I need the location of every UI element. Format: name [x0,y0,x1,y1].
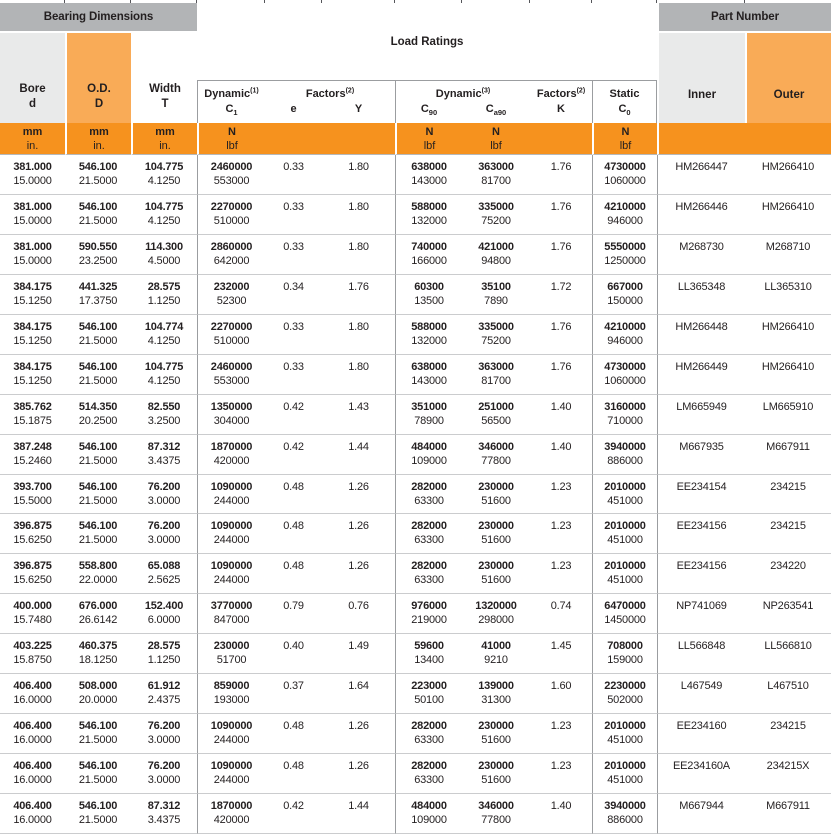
units-bore: mm in. [0,123,65,155]
cell-ca90: 35100 7890 [462,275,530,315]
factors-k-label: Factors$^{(2)}$ [536,87,586,100]
cell-width: 76.200 3.0000 [131,475,197,515]
cell-ca90: 230000 51600 [462,714,530,754]
cell-bore: 384.175 15.1250 [0,275,65,315]
cell-bore: 384.175 15.1250 [0,355,65,395]
cell-part-inner: M667944 [657,794,745,834]
cell-c0: 4730000 1060000 [592,155,657,195]
column-tick [592,0,657,3]
cell-factor-k: 1.76 [530,155,592,195]
c90-symbol: $C_{90}$ [420,103,438,118]
units-spacer-part-numbers [657,123,831,155]
cell-width: 104.774 4.1250 [131,315,197,355]
cell-part-outer: HM266410 [745,195,831,235]
cell-c1: 2460000 553000 [197,155,265,195]
cell-width: 87.312 3.4375 [131,435,197,475]
cell-c90: 588000 132000 [395,195,462,235]
cell-factor-y: 1.76 [322,275,395,315]
cell-c0: 3940000 886000 [592,435,657,475]
cell-factor-e: 0.42 [265,435,322,475]
cell-factor-e: 0.48 [265,514,322,554]
column-header-outer [745,33,831,123]
cell-factor-e: 0.33 [265,235,322,275]
cell-width: 76.200 3.0000 [131,754,197,794]
cell-part-outer: NP263541 [745,594,831,634]
column-header-bore [0,33,65,123]
cell-part-outer: LM665910 [745,395,831,435]
cell-factor-e: 0.33 [265,355,322,395]
factors-ey-label: Factors$^{(2)}$ [305,87,355,100]
cell-width: 61.912 2.4375 [131,674,197,714]
cell-od: 590.550 23.2500 [65,235,131,275]
cell-width: 104.775 4.1250 [131,355,197,395]
cell-c90: 976000 219000 [395,594,462,634]
cell-factor-e: 0.42 [265,794,322,834]
cell-part-inner: M667935 [657,435,745,475]
cell-factor-k: 0.74 [530,594,592,634]
cell-c90: 638000 143000 [395,355,462,395]
cell-factor-y: 1.43 [322,395,395,435]
cell-factor-k: 1.40 [530,435,592,475]
cell-c0: 3940000 886000 [592,794,657,834]
cell-part-outer: M667911 [745,794,831,834]
bearing-dimensions-header: Bearing Dimensions [0,3,197,33]
y-symbol: Y [354,103,363,115]
k-symbol: K [557,103,565,115]
cell-factor-k: 1.23 [530,754,592,794]
cell-part-outer: 234215 [745,714,831,754]
cell-part-outer: M667911 [745,435,831,475]
cell-c1: 1870000 420000 [197,794,265,834]
cell-c1: 1090000 244000 [197,754,265,794]
cell-c0: 2010000 451000 [592,514,657,554]
cell-factor-k: 1.23 [530,554,592,594]
cell-c0: 4210000 946000 [592,195,657,235]
cell-c0: 2230000 502000 [592,674,657,714]
cell-bore: 403.225 15.8750 [0,634,65,674]
cell-factor-e: 0.48 [265,714,322,754]
units-spacer-k [530,123,592,155]
cell-c90: 484000 109000 [395,435,462,475]
column-tick [530,0,592,3]
cell-od: 676.000 26.6142 [65,594,131,634]
cell-factor-k: 1.60 [530,674,592,714]
cell-ca90: 230000 51600 [462,514,530,554]
cell-od: 546.100 21.5000 [65,155,131,195]
cell-part-inner: EE234156 [657,554,745,594]
cell-c0: 6470000 1450000 [592,594,657,634]
cell-factor-k: 1.23 [530,475,592,515]
cell-od: 441.325 17.3750 [65,275,131,315]
cell-c90: 59600 13400 [395,634,462,674]
units-ca90: N lbf [462,123,530,155]
c1-symbol: $C_1$ [225,103,238,118]
cell-c90: 223000 50100 [395,674,462,714]
cell-ca90: 230000 51600 [462,754,530,794]
units-width: mm in. [131,123,197,155]
column-tick [65,0,131,3]
cell-c1: 1090000 244000 [197,475,265,515]
column-tick [395,0,462,3]
cell-c0: 2010000 451000 [592,754,657,794]
cell-bore: 406.400 16.0000 [0,754,65,794]
cell-width: 114.300 4.5000 [131,235,197,275]
cell-part-outer: HM266410 [745,315,831,355]
cell-width: 28.575 1.1250 [131,634,197,674]
cell-ca90: 230000 51600 [462,475,530,515]
cell-ca90: 346000 77800 [462,435,530,475]
cell-bore: 384.175 15.1250 [0,315,65,355]
column-header-width [131,33,197,123]
cell-bore: 406.400 16.0000 [0,794,65,834]
column-tick [657,0,745,3]
cell-bore: 385.762 15.1875 [0,395,65,435]
cell-factor-k: 1.76 [530,195,592,235]
cell-c1: 859000 193000 [197,674,265,714]
cell-c90: 351000 78900 [395,395,462,435]
cell-od: 514.350 20.2500 [65,395,131,435]
cell-c90: 282000 63300 [395,554,462,594]
cell-od: 546.100 21.5000 [65,714,131,754]
cell-bore: 387.248 15.2460 [0,435,65,475]
cell-factor-e: 0.33 [265,315,322,355]
cell-bore: 396.875 15.6250 [0,514,65,554]
cell-factor-k: 1.76 [530,235,592,275]
cell-part-outer: LL566810 [745,634,831,674]
cell-c90: 588000 132000 [395,315,462,355]
units-c90: N lbf [395,123,462,155]
subheader-dynamic3-factors [395,80,592,123]
column-tick [265,0,322,3]
cell-factor-y: 1.80 [322,355,395,395]
cell-c1: 2270000 510000 [197,195,265,235]
cell-od: 546.100 21.5000 [65,195,131,235]
cell-c1: 2860000 642000 [197,235,265,275]
cell-ca90: 335000 75200 [462,315,530,355]
cell-ca90: 1320000 298000 [462,594,530,634]
load-ratings-header: Load Ratings [197,3,657,80]
cell-factor-y: 1.44 [322,435,395,475]
cell-part-inner: M268730 [657,235,745,275]
cell-part-inner: LL566848 [657,634,745,674]
cell-bore: 406.400 16.0000 [0,674,65,714]
column-tick [197,0,265,3]
cell-width: 82.550 3.2500 [131,395,197,435]
cell-od: 460.375 18.1250 [65,634,131,674]
cell-ca90: 139000 31300 [462,674,530,714]
cell-factor-e: 0.33 [265,155,322,195]
cell-part-inner: EE234154 [657,475,745,515]
cell-factor-k: 1.23 [530,514,592,554]
cell-bore: 396.875 15.6250 [0,554,65,594]
cell-c1: 230000 51700 [197,634,265,674]
cell-width: 76.200 3.0000 [131,514,197,554]
cell-c0: 2010000 451000 [592,554,657,594]
cell-c90: 484000 109000 [395,794,462,834]
cell-factor-e: 0.37 [265,674,322,714]
bore-symbol: d [28,98,37,110]
units-od: mm in. [65,123,131,155]
width-symbol: T [161,98,169,110]
units-spacer-factors-ey [265,123,395,155]
units-c1: N lbf [197,123,265,155]
cell-c0: 667000 150000 [592,275,657,315]
outer-label: Outer [773,89,805,101]
cell-factor-y: 1.26 [322,554,395,594]
cell-c1: 1870000 420000 [197,435,265,475]
cell-part-inner: L467549 [657,674,745,714]
cell-part-inner: EE234160A [657,754,745,794]
cell-factor-e: 0.33 [265,195,322,235]
cell-factor-k: 1.76 [530,355,592,395]
cell-part-outer: 234215 [745,475,831,515]
od-symbol: D [94,98,104,110]
cell-part-outer: LL365310 [745,275,831,315]
cell-factor-k: 1.72 [530,275,592,315]
cell-od: 546.100 21.5000 [65,794,131,834]
column-tick [322,0,395,3]
cell-c90: 60300 13500 [395,275,462,315]
od-label: O.D. [87,83,111,95]
cell-factor-y: 1.80 [322,235,395,275]
cell-part-inner: HM266448 [657,315,745,355]
cell-ca90: 363000 81700 [462,355,530,395]
cell-part-inner: EE234160 [657,714,745,754]
width-label: Width [149,83,181,95]
cell-od: 546.100 21.5000 [65,475,131,515]
cell-c90: 740000 166000 [395,235,462,275]
cell-part-outer: M268710 [745,235,831,275]
cell-bore: 381.000 15.0000 [0,155,65,195]
cell-factor-k: 1.40 [530,794,592,834]
cell-part-outer: HM266410 [745,355,831,395]
cell-part-outer: 234220 [745,554,831,594]
column-tick [0,0,65,3]
cell-c0: 708000 159000 [592,634,657,674]
cell-part-inner: HM266447 [657,155,745,195]
cell-c0: 4730000 1060000 [592,355,657,395]
cell-factor-e: 0.48 [265,754,322,794]
cell-c90: 282000 63300 [395,475,462,515]
cell-factor-y: 1.64 [322,674,395,714]
cell-part-inner: LM665949 [657,395,745,435]
cell-c1: 1090000 244000 [197,514,265,554]
cell-od: 546.100 21.5000 [65,514,131,554]
cell-width: 104.775 4.1250 [131,195,197,235]
cell-factor-y: 1.80 [322,155,395,195]
cell-bore: 381.000 15.0000 [0,195,65,235]
cell-width: 152.400 6.0000 [131,594,197,634]
cell-ca90: 251000 56500 [462,395,530,435]
cell-c90: 282000 63300 [395,754,462,794]
cell-factor-y: 1.26 [322,475,395,515]
cell-ca90: 363000 81700 [462,155,530,195]
cell-factor-k: 1.40 [530,395,592,435]
cell-part-outer: L467510 [745,674,831,714]
cell-factor-k: 1.23 [530,714,592,754]
cell-factor-y: 1.44 [322,794,395,834]
cell-width: 76.200 3.0000 [131,714,197,754]
cell-width: 104.775 4.1250 [131,155,197,195]
column-header-od [65,33,131,123]
cell-c1: 1090000 244000 [197,714,265,754]
cell-factor-e: 0.79 [265,594,322,634]
cell-factor-e: 0.34 [265,275,322,315]
cell-part-outer: 234215 [745,514,831,554]
dynamic1-label: Dynamic$^{(1)}$ [204,87,259,100]
column-tick [131,0,197,3]
subheader-dynamic1-factors [197,80,395,123]
cell-width: 28.575 1.1250 [131,275,197,315]
cell-od: 546.100 21.5000 [65,355,131,395]
cell-c90: 282000 63300 [395,714,462,754]
cell-od: 508.000 20.0000 [65,674,131,714]
cell-c90: 638000 143000 [395,155,462,195]
cell-c1: 3770000 847000 [197,594,265,634]
cell-bore: 381.000 15.0000 [0,235,65,275]
cell-part-inner: EE234156 [657,514,745,554]
cell-part-outer: 234215X [745,754,831,794]
cell-bore: 406.400 16.0000 [0,714,65,754]
cell-bore: 400.000 15.7480 [0,594,65,634]
cell-od: 546.100 21.5000 [65,754,131,794]
cell-c0: 2010000 451000 [592,714,657,754]
cell-od: 546.100 21.5000 [65,315,131,355]
cell-ca90: 230000 51600 [462,554,530,594]
cell-factor-y: 1.26 [322,714,395,754]
cell-od: 558.800 22.0000 [65,554,131,594]
cell-part-inner: HM266449 [657,355,745,395]
cell-part-inner: NP741069 [657,594,745,634]
cell-bore: 393.700 15.5000 [0,475,65,515]
cell-c0: 4210000 946000 [592,315,657,355]
units-c0: N lbf [592,123,657,155]
subheader-static [592,80,657,123]
cell-factor-e: 0.48 [265,475,322,515]
cell-factor-y: 1.80 [322,195,395,235]
cell-ca90: 421000 94800 [462,235,530,275]
cell-ca90: 41000 9210 [462,634,530,674]
dynamic3-label: Dynamic$^{(3)}$ [435,87,491,100]
ca90-symbol: $C_{a90}$ [485,103,507,118]
cell-c1: 1350000 304000 [197,395,265,435]
static-label: Static [609,88,640,100]
c0-symbol: $C_0$ [618,103,631,118]
part-number-header: Part Number [657,3,831,33]
column-header-inner [657,33,745,123]
cell-part-inner: LL365348 [657,275,745,315]
cell-c1: 232000 52300 [197,275,265,315]
cell-c1: 2270000 510000 [197,315,265,355]
cell-c1: 2460000 553000 [197,355,265,395]
cell-factor-y: 1.49 [322,634,395,674]
inner-label: Inner [687,89,717,101]
cell-c0: 3160000 710000 [592,395,657,435]
cell-factor-e: 0.48 [265,554,322,594]
cell-ca90: 346000 77800 [462,794,530,834]
cell-c90: 282000 63300 [395,514,462,554]
bore-label: Bore [19,83,46,95]
cell-part-inner: HM266446 [657,195,745,235]
column-tick [462,0,530,3]
cell-c1: 1090000 244000 [197,554,265,594]
cell-od: 546.100 21.5000 [65,435,131,475]
cell-width: 65.088 2.5625 [131,554,197,594]
cell-c0: 5550000 1250000 [592,235,657,275]
cell-factor-e: 0.42 [265,395,322,435]
e-symbol: e [290,103,297,115]
cell-c0: 2010000 451000 [592,475,657,515]
cell-factor-k: 1.76 [530,315,592,355]
cell-factor-e: 0.40 [265,634,322,674]
cell-factor-y: 1.26 [322,514,395,554]
cell-part-outer: HM266410 [745,155,831,195]
cell-ca90: 335000 75200 [462,195,530,235]
cell-factor-y: 1.26 [322,754,395,794]
cell-width: 87.312 3.4375 [131,794,197,834]
cell-factor-y: 1.80 [322,315,395,355]
cell-factor-y: 0.76 [322,594,395,634]
cell-factor-k: 1.45 [530,634,592,674]
